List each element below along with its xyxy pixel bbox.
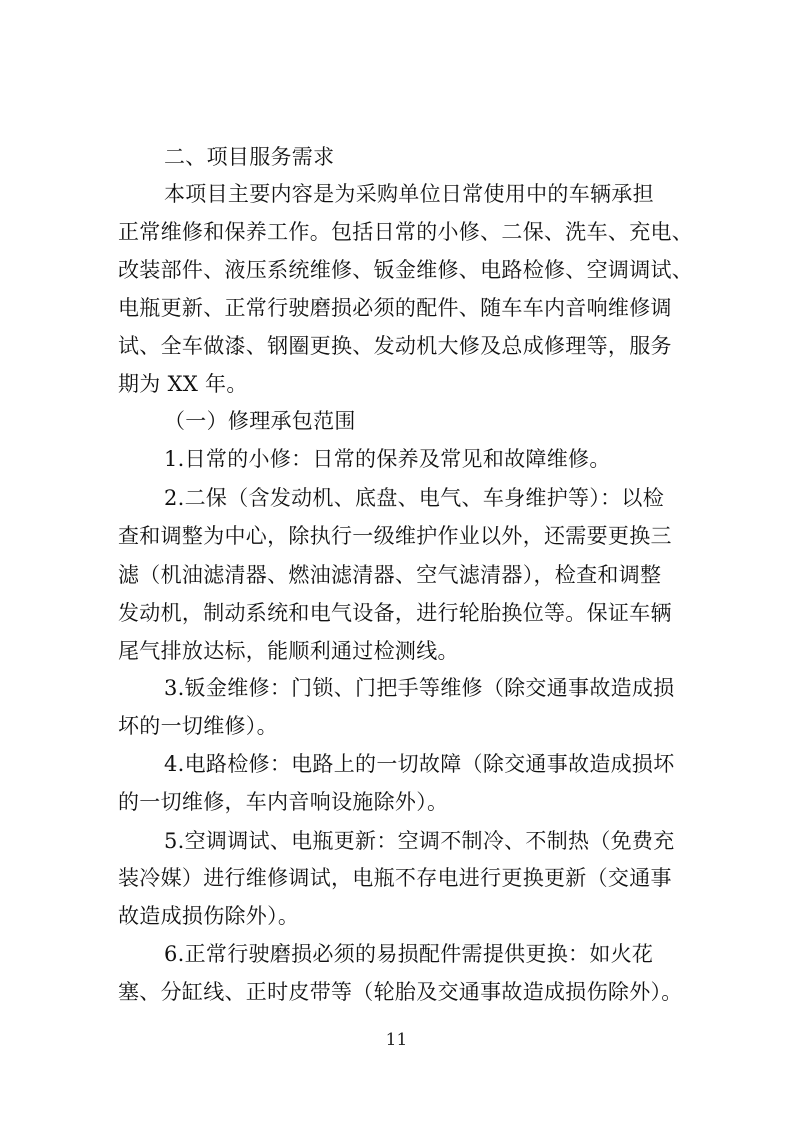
- list-item-line: 1.日常的小修：日常的保养及常见和故障维修。: [164, 447, 611, 471]
- list-item-line: 2.二保（含发动机、底盘、电气、车身维护等）：以检: [164, 486, 665, 510]
- list-item-line: 查和调整为中心，除执行一级维护作业以外，还需要更换三: [118, 524, 672, 548]
- paragraph-line: 本项目主要内容是为采购单位日常使用中的车辆承担: [164, 182, 654, 206]
- list-item-line: 尾气排放达标，能顺利通过检测线。: [118, 639, 459, 663]
- paragraph-line: 试、全车做漆、钢圈更换、发动机大修及总成修理等，服务: [118, 334, 672, 358]
- list-item-line: 滤（机油滤清器、燃油滤清器、空气滤清器），检查和调整: [118, 563, 662, 587]
- paragraph-line: 正常维修和保养工作。包括日常的小修、二保、洗车、充电、: [118, 220, 694, 244]
- list-item-line: 5.空调调试、电瓶更新：空调不制冷、不制热（免费充: [164, 829, 675, 853]
- paragraph-line: 期为 XX 年。: [118, 372, 248, 396]
- list-item-line: 3.钣金维修：门锁、门把手等维修（除交通事故造成损: [164, 676, 675, 700]
- list-item-line: 4.电路检修：电路上的一切故障（除交通事故造成损坏: [164, 752, 675, 776]
- list-item-line: 坏的一切维修）。: [118, 714, 278, 738]
- list-item-line: 发动机，制动系统和电气设备，进行轮胎换位等。保证车辆: [118, 601, 672, 625]
- list-item-line: 装冷媒）进行维修调试，电瓶不存电进行更换更新（交通事: [118, 866, 672, 890]
- paragraph-line: 改装部件、液压系统维修、钣金维修、电路检修、空调调试、: [118, 258, 694, 282]
- paragraph-line: 电瓶更新、正常行驶磨损必须的配件、随车车内音响维修调: [118, 296, 672, 320]
- list-item-line: 塞、分缸线、正时皮带等（轮胎及交通事故造成损伤除外）。: [118, 980, 683, 1004]
- page-number: 11: [385, 1030, 408, 1050]
- section-heading: 二、项目服务需求: [164, 145, 335, 169]
- subsection-heading: （一）修理承包范围: [164, 409, 356, 433]
- list-item-line: 的一切维修，车内音响设施除外）。: [118, 790, 449, 814]
- list-item-line: 故造成损伤除外）。: [118, 904, 300, 928]
- list-item-line: 6.正常行驶磨损必须的易损配件需提供更换：如火花: [164, 942, 654, 966]
